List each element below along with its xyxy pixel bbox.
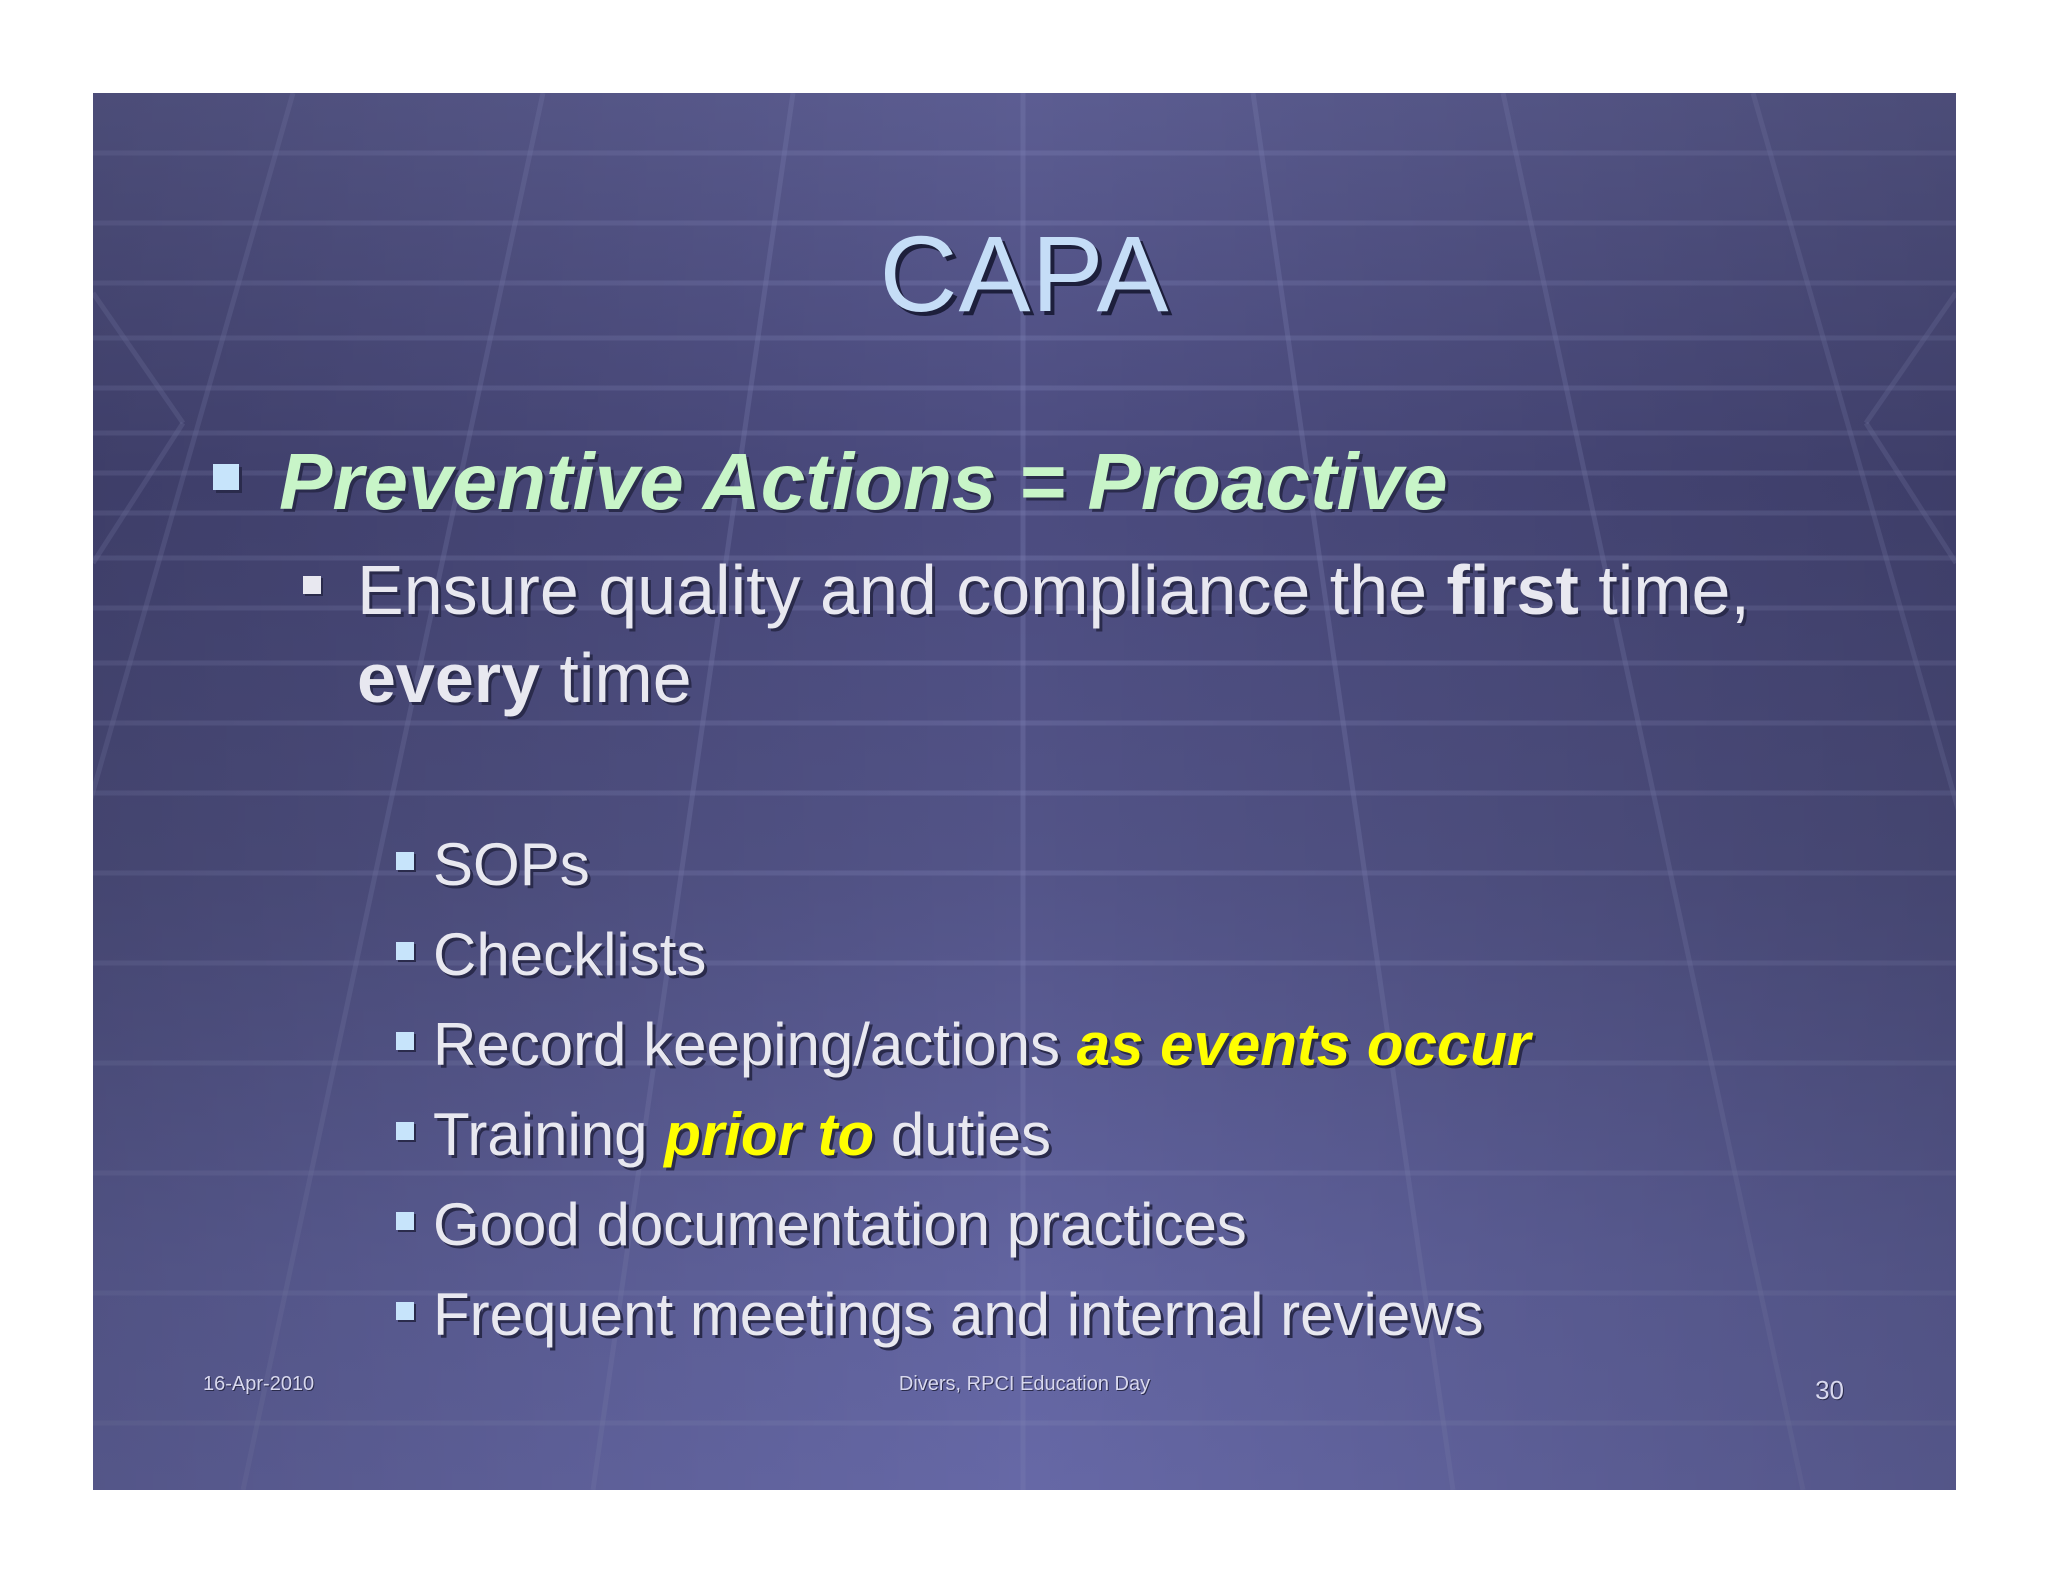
highlight-text: as events occur [1076, 1011, 1531, 1078]
emphasis-first: first [1446, 551, 1579, 629]
text-segment: Record keeping/actions [433, 1011, 1077, 1078]
text-segment: time [539, 639, 692, 717]
square-bullet-icon [396, 942, 414, 960]
sub-bullet-text [433, 830, 590, 899]
square-bullet-icon [396, 1302, 414, 1320]
square-bullet-icon [396, 1032, 414, 1050]
page-number: 30 [1815, 1375, 1844, 1405]
text-segment: Checklists [433, 921, 707, 988]
sub-bullet-training [396, 1100, 1896, 1180]
secondary-bullet-text [357, 546, 1857, 722]
square-bullet-icon [213, 464, 239, 490]
emphasis-every: every [357, 639, 540, 717]
sub-bullet-text [433, 1010, 1530, 1079]
text-segment: Training [433, 1101, 665, 1168]
text-segment: SOPs [433, 831, 590, 898]
square-bullet-icon [396, 852, 414, 870]
text-segment: Frequent meetings and internal reviews [433, 1281, 1484, 1348]
footer-presenter: Divers, RPCI Education Day [898, 1373, 1151, 1395]
text-segment: Ensure quality and compliance the [357, 551, 1447, 629]
slide-title: CAPA [879, 213, 1170, 334]
footer-date: 16-Apr-2010 [203, 1373, 315, 1395]
square-bullet-icon [396, 1212, 414, 1230]
highlight-text: prior to [664, 1101, 875, 1168]
main-bullet [213, 436, 1913, 536]
sub-bullet-record-keeping [396, 1010, 1896, 1090]
square-bullet-icon [303, 576, 321, 594]
sub-bullet-documentation [396, 1190, 1896, 1270]
sub-bullet-text [433, 1280, 1484, 1349]
text-segment: Good documentation practices [433, 1191, 1247, 1258]
sub-bullet-sops [396, 830, 1896, 910]
sub-bullet-text [433, 920, 706, 989]
sub-bullet-text [433, 1190, 1247, 1259]
text-segment: duties [874, 1101, 1051, 1168]
square-bullet-icon [396, 1122, 414, 1140]
sub-bullet-meetings [396, 1280, 1896, 1360]
text-segment: time, [1578, 551, 1750, 629]
main-bullet-text: Preventive Actions = Proactive [279, 437, 1448, 526]
slide [93, 93, 1956, 1490]
sub-bullet-text [433, 1100, 1051, 1169]
sub-bullet-checklists [396, 920, 1896, 1000]
